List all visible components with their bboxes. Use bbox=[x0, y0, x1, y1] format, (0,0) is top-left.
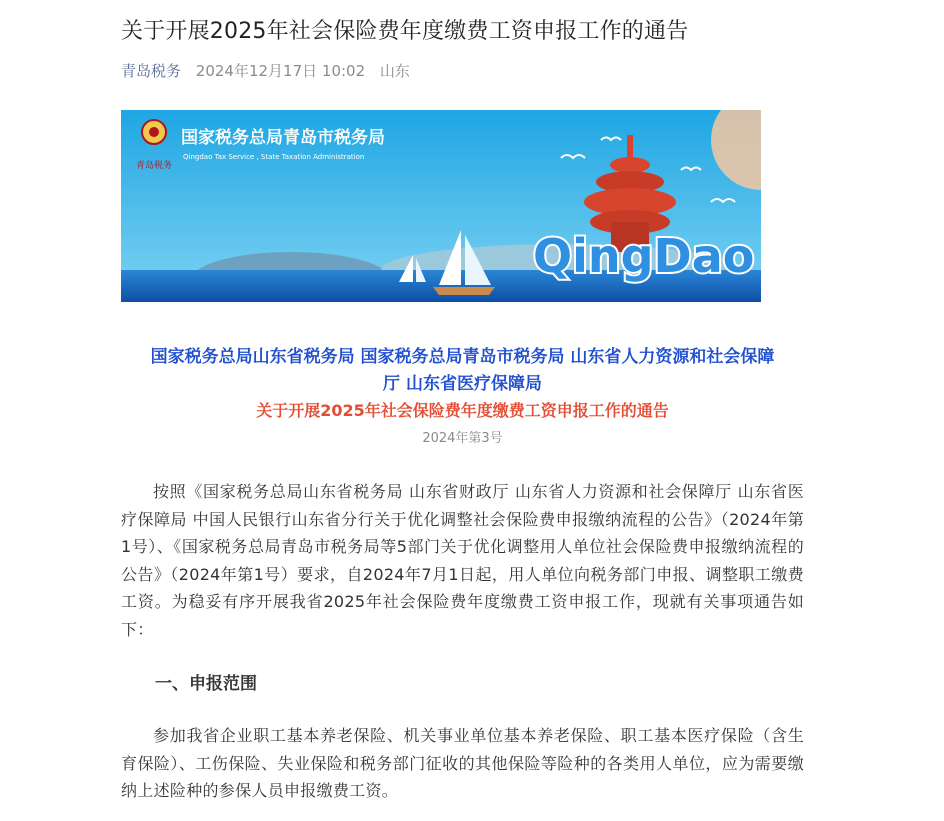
account-name-link[interactable]: 青岛税务 bbox=[121, 62, 182, 80]
body-paragraph: 参加我省企业职工基本养老保险、机关事业单位基本养老保险、职工基本医疗保险（含生育保险）、工伤保险、失业保险和税务部门征收的其他保险等险种的各类用人单位，应为需要缴纳上述险种的参保人员申报缴费工资。 bbox=[121, 726, 804, 800]
notice-title: 关于开展2025年社会保险费年度缴费工资申报工作的通告 bbox=[256, 401, 669, 420]
section-heading: 一、申报范围 bbox=[155, 674, 257, 694]
document-number: 2024年第3号 bbox=[422, 431, 503, 446]
article-title: 关于开展2025年社会保险费年度缴费工资申报工作的通告 bbox=[121, 19, 689, 44]
publish-time: 2024年12月17日 10:02 bbox=[195, 62, 366, 80]
issuing-orgs-line-1: 国家税务总局山东省税务局 国家税务总局青岛市税务局 山东省人力资源和社会保障 bbox=[150, 347, 775, 367]
article-meta bbox=[121, 60, 410, 81]
banner-image bbox=[121, 110, 761, 302]
publish-location: 山东 bbox=[379, 62, 410, 80]
banner-city-text: QingDao bbox=[533, 229, 755, 283]
notice-heading bbox=[121, 344, 804, 450]
logo-emblem-icon bbox=[142, 120, 166, 144]
banner-org-name-en: Qingdao Tax Service , State Taxation Administration bbox=[183, 153, 365, 161]
body-paragraph: 按照《国家税务总局山东省税务局 山东省财政厅 山东省人力资源和社会保障厅 山东省医疗保障局 中国人民银行山东省分行关于优化调整社会保险费申报缴纳流程的公告》（2024年第1号）、《国家税务总局青岛市税务局等5部门关于优化调整用人单位社会保险费申报缴纳流程的公告》（2024年第1号）要求，自2024年7月1日起，用人单位向税务部门申报、调整职工缴费工资。为稳妥有序开展我省2025年社会保险费年度缴费工资申报工作，现就有关事项通告如下： bbox=[121, 482, 804, 639]
banner-org-name: 国家税务总局青岛市税务局 bbox=[181, 128, 385, 148]
logo-text: 青岛税务 bbox=[135, 161, 173, 171]
issuing-orgs-line-2: 厅 山东省医疗保障局 bbox=[383, 374, 542, 394]
